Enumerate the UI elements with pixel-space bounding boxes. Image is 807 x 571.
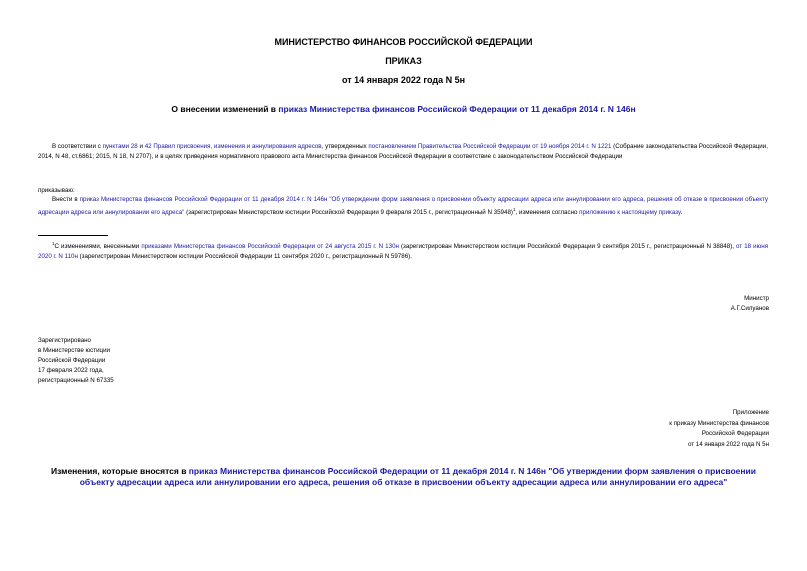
appendix-line-1: Приложение: [732, 409, 769, 416]
title-link[interactable]: приказ Министерства финансов Российской Федерации от 11 декабря 2014 г. N 146н: [278, 104, 636, 114]
registered-line-5: регистрационный N 67335: [38, 377, 114, 384]
order-heading: ПРИКАЗ: [385, 56, 422, 66]
signature-position: Министр: [744, 295, 769, 302]
order-date: от 14 января 2022 года N 5н: [341, 75, 466, 85]
changes-link[interactable]: приказ Министерства финансов Российской Федерации от 11 декабря 2014 г. N 146н "Об утверждении форм заявления о присвоении объекту адресации адреса или аннулировании его адреса, решения об отказе в присвоении объекту адресации адреса или аннулировании его адреса": [79, 466, 756, 487]
footnote: [38, 239, 768, 261]
title-prefix: О внесении изменений в: [171, 104, 279, 114]
p1-link-point-42[interactable]: 42: [144, 143, 152, 150]
p1-text-5: (Собрание законодательства Российской Федерации, 2014, N 48, ст.6861; 2015, N 18, N 2707), и в целях приведения нормативного правового акта Министерства финансов Российской Федерации в соответствие с законодательством Российской Федерации: [38, 143, 768, 160]
signature-name: А.Г.Силуанов: [730, 305, 769, 312]
paragraph-basis: [38, 142, 768, 161]
p3-link-appendix[interactable]: приложению к настоящему приказу: [579, 208, 681, 216]
document-title: [0, 104, 807, 114]
p1-text-2: и: [137, 143, 145, 150]
registration-block: [38, 336, 114, 386]
p3-text-1: Внести в: [52, 196, 80, 203]
registered-line-4: 17 февраля 2022 года,: [38, 367, 104, 374]
p1-link-point-28[interactable]: пунктами 28: [102, 143, 138, 150]
p3-text-2: (зарегистрирован Министерством юстиции Российской Федерации 9 февраля 2015 г., регистрационный N 35948): [184, 208, 513, 216]
footnote-link-130n[interactable]: приказами Министерства финансов Российской Федерации от 24 августа 2015 г. N 130н: [141, 243, 399, 251]
p1-link-rules[interactable]: Правил присвоения, изменения и аннулирования адресов: [153, 143, 322, 150]
p3-text-4: .: [680, 208, 683, 216]
registered-line-3: Российской Федерации: [38, 357, 106, 364]
changes-heading: [48, 466, 759, 488]
footnote-text-1: С изменениями, внесенными: [54, 243, 142, 251]
signature-block: [731, 294, 769, 314]
paragraph-amend: [38, 195, 768, 217]
footnote-text-2: (зарегистрирован Министерством юстиции Российской Федерации 9 сентября 2015 г., регистрационный N 38848),: [398, 243, 736, 251]
appendix-line-4: от 14 января 2022 года N 5н: [687, 440, 769, 448]
footnote-link-110n[interactable]: от 18 июня 2020 г. N 110н: [38, 243, 768, 260]
appendix-line-2: к приказу Министерства финансов: [669, 419, 769, 427]
registered-line-1: Зарегистрировано: [38, 337, 91, 344]
p1-text-4: , утвержденных: [321, 143, 369, 150]
footnote-mark: 1: [52, 241, 55, 246]
ministry-heading: МИНИСТЕРСТВО ФИНАНСОВ РОССИЙСКОЙ ФЕДЕРАЦИИ: [274, 37, 533, 47]
footnote-divider: [38, 235, 108, 236]
p3-footnote-mark[interactable]: 1: [512, 206, 516, 212]
changes-prefix: Изменения, которые вносятся в: [51, 466, 189, 476]
appendix-block: [669, 408, 769, 450]
paragraph-order-word: приказываю:: [38, 187, 75, 194]
p1-text-1: В соответствии с: [52, 143, 103, 150]
appendix-line-3: Российской Федерации: [701, 430, 769, 437]
p3-link-order-146n[interactable]: приказ Министерства финансов Российской Федерации от 11 декабря 2014 г. N 146н "Об утверждении форм заявления о присвоении объекту адресации адреса или аннулировании его адреса, решения об отказе в присвоении объекту адресации адреса или аннулировании его адреса": [38, 196, 768, 216]
footnote-text-3: (зарегистрирован Министерством юстиции Российской Федерации 11 сентября 2020 г., регистрационный N 59786).: [77, 252, 412, 260]
registered-line-2: в Министерстве юстиции: [38, 347, 111, 354]
p3-text-3: , изменения согласно: [515, 208, 580, 216]
p1-link-resolution[interactable]: постановлением Правительства Российской Федерации от 19 ноября 2014 г. N 1221: [368, 143, 612, 150]
